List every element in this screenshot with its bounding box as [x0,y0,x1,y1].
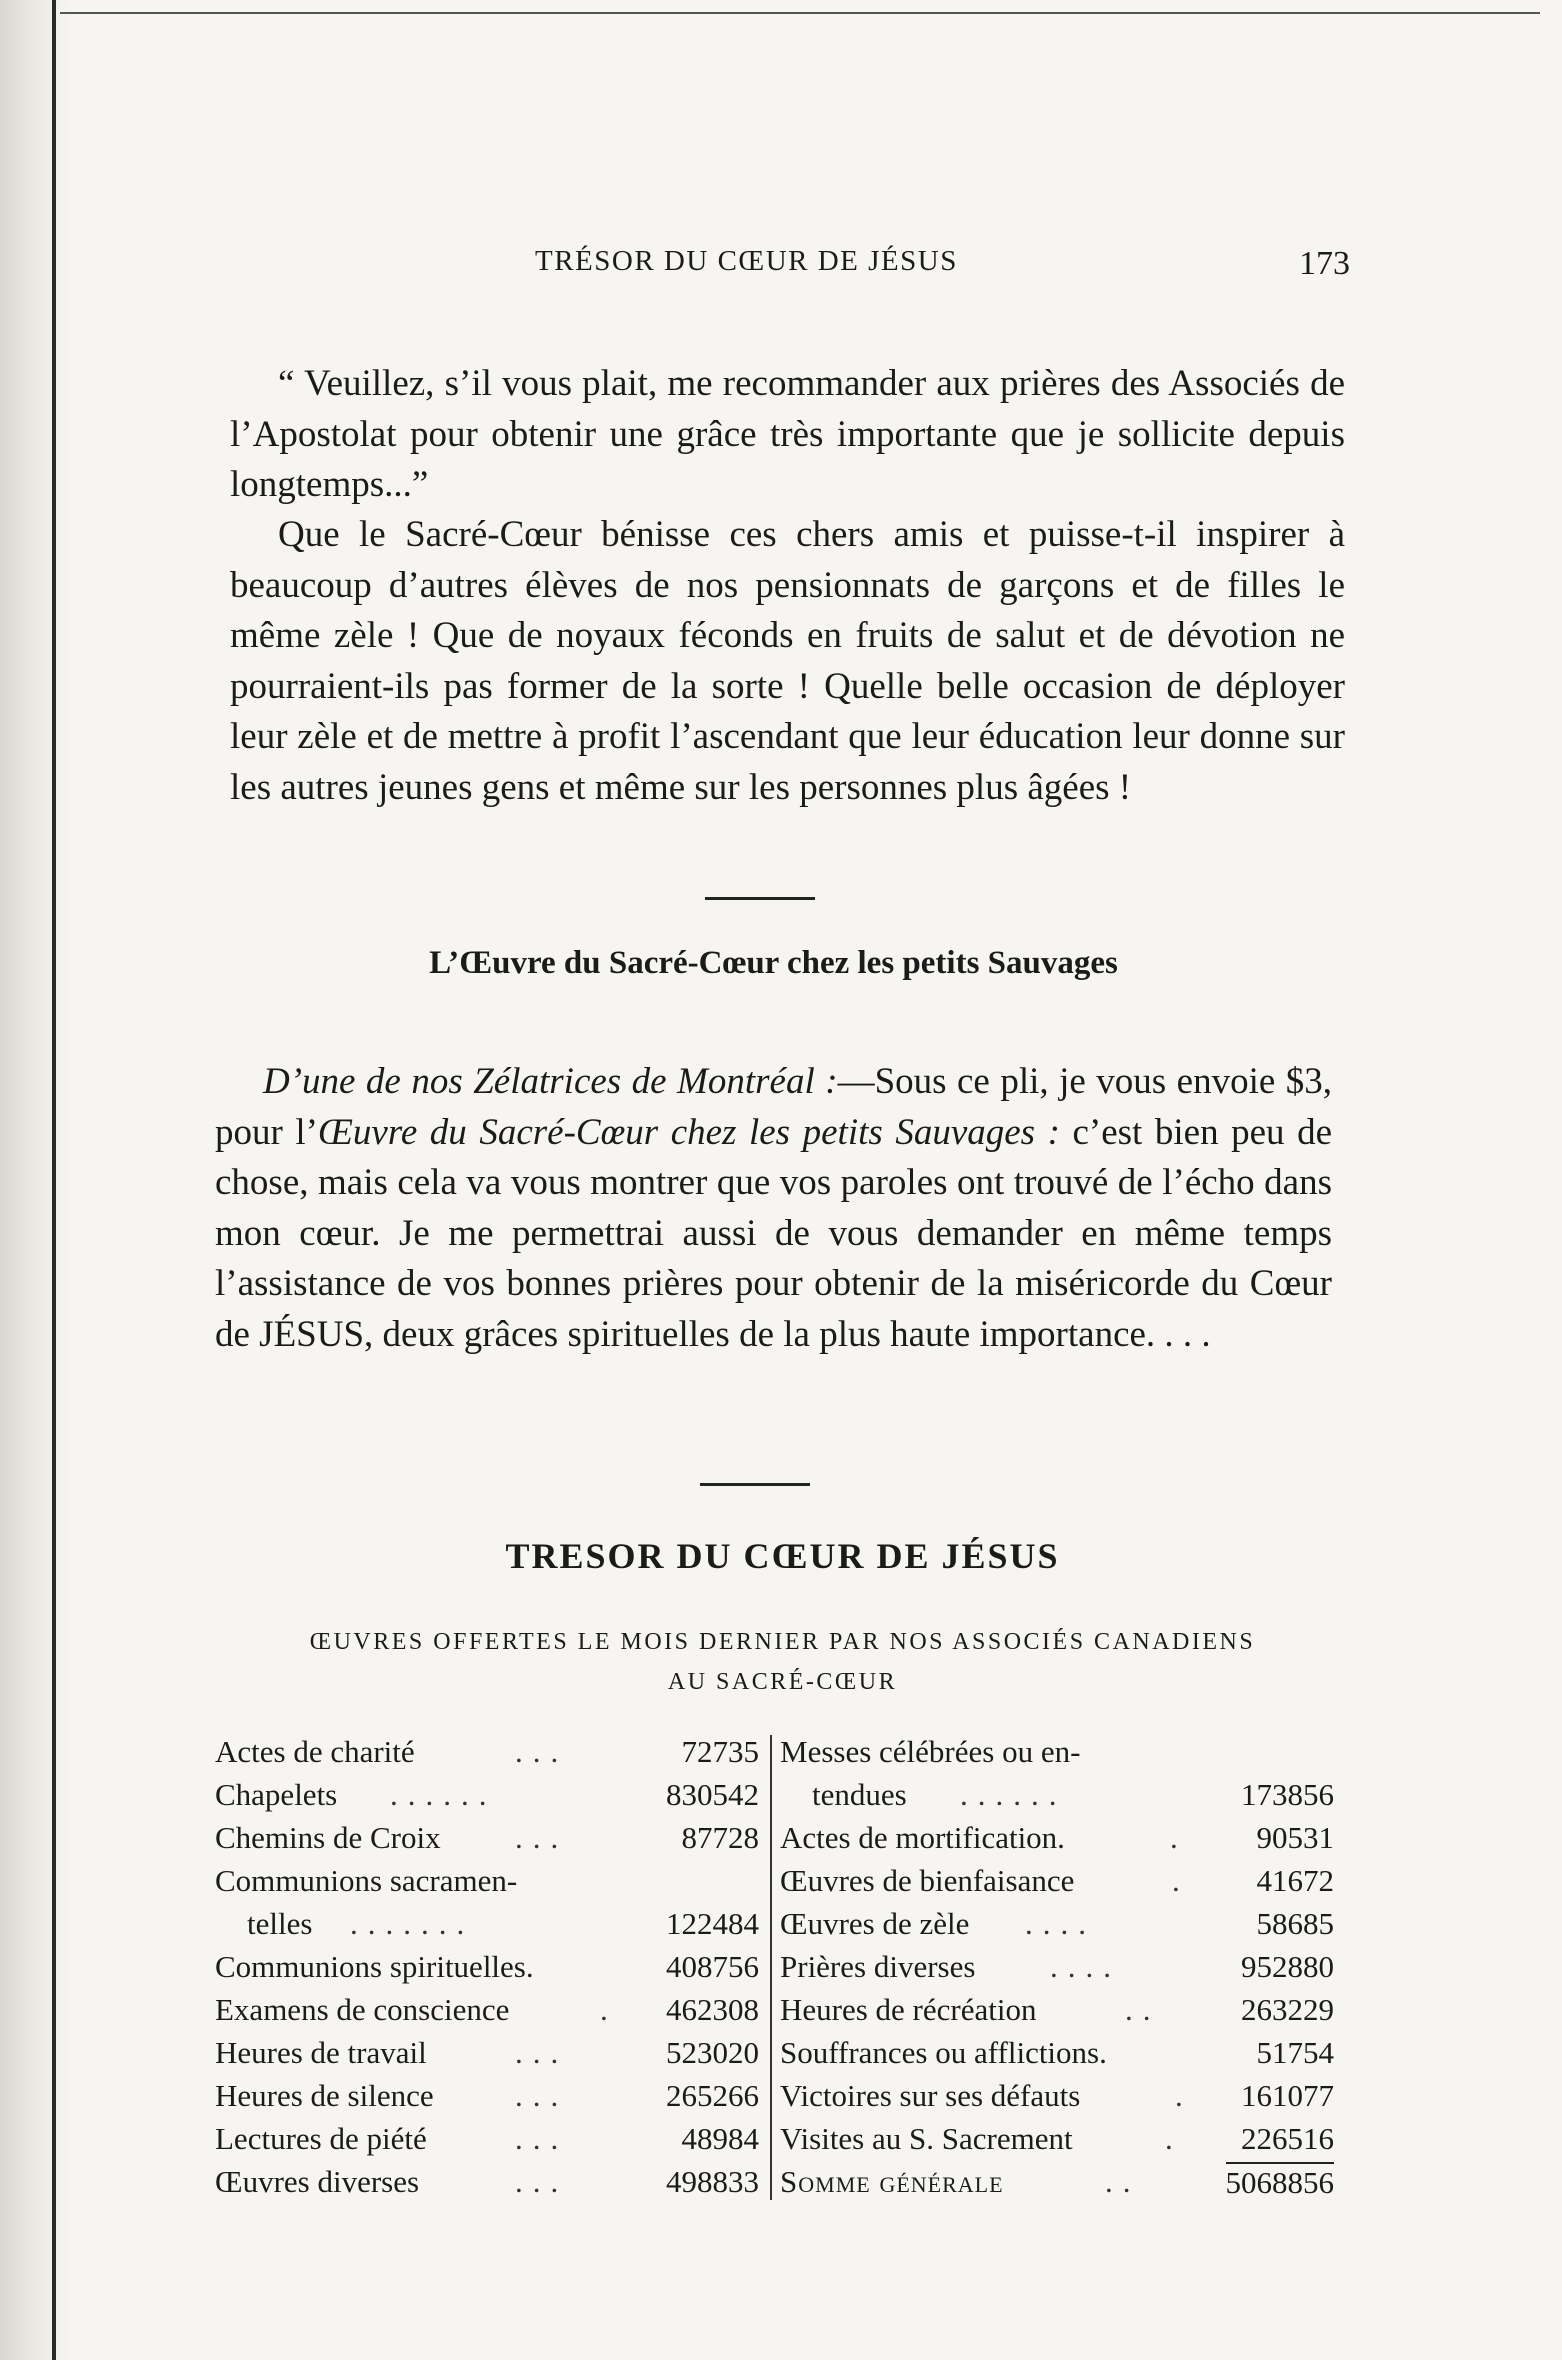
table-row: Actes de mortification. . 90531 [780,1816,1340,1859]
row-label: Somme générale [780,2164,1004,2199]
row-label: Visites au S. Sacrement [780,2121,1073,2156]
row-value: 173856 [1241,1777,1334,1812]
row-value: 498833 [666,2164,759,2199]
row-label: Chapelets [215,1777,338,1812]
table-row [215,1945,765,1988]
row-value: 87728 [681,1820,759,1855]
row-value: 952880 [1241,1949,1334,1984]
row-value: 408756 [666,1949,759,1984]
row-label: Prières diverses [780,1949,976,1984]
row-value: 161077 [1241,2078,1334,2113]
letter-text-b: c’est bien peu de chose, mais cela va vous montrer que vos paroles ont trouvé de l’écho dans mon cœur. Je me permettrai aussi de vous demander en même temps l’assistance de vos bonnes prières pour obtenir de la miséricorde du Cœur de JÉSUS, deux grâces spirituelles de la plus haute importance. . . . [215,1111,1332,1355]
row-value: 263229 [1241,1992,1334,2027]
table-row-total: Somme générale .. 5068856 [780,2160,1340,2203]
row-label: Actes de mortification. [780,1820,1065,1855]
running-head-title: TRÉSOR DU CŒUR DE JÉSUS [535,245,958,277]
scan-top-rule [60,12,1540,14]
section-separator [700,1483,810,1486]
tresor-right-column [780,1730,1340,2203]
row-value: 265266 [666,2078,759,2113]
table-row: Lectures de piété ... 48984 [215,2117,765,2160]
section-separator [705,897,815,900]
table-row [215,1859,765,1902]
row-value: 90531 [1256,1820,1334,1855]
table-row: Chemins de Croix ... 87728 [215,1816,765,1859]
table-row [780,2031,1340,2074]
column-divider [770,1735,772,2200]
row-value: 48984 [681,2121,759,2156]
table-row: Visites au S. Sacrement . 226516 [780,2117,1340,2160]
section-heading: L’Œuvre du Sacré-Cœur chez les petits Sauvages [429,945,1118,981]
row-label: Œuvres de zèle [780,1906,970,1941]
row-label: Actes de charité [215,1734,415,1769]
row-label: tendues [812,1777,907,1812]
table-row: Actes de charité ... 72735 [215,1730,765,1773]
row-label: Communions sacramen- [215,1863,518,1898]
row-value: 523020 [666,2035,759,2070]
row-label: Victoires sur ses défauts [780,2078,1081,2113]
work-title: Œuvre du Sacré-Cœur chez les petits Sauvages : [317,1111,1060,1153]
row-value: 58685 [1256,1906,1334,1941]
letter-text-a: —Sous ce pli, je vous envoie $3, pour l’ [215,1061,1333,1153]
tresor-table [215,1730,1350,2210]
row-value: 122484 [666,1906,759,1941]
scan-binding-line [52,0,56,2360]
table-row: Victoires sur ses défauts . 161077 [780,2074,1340,2117]
table-row: Œuvres de zèle .... 58685 [780,1902,1340,1945]
row-label: Heures de travail [215,2035,427,2070]
row-label: Lectures de piété [215,2121,427,2156]
row-value: 830542 [666,1777,759,1812]
table-row: telles ....... 122484 [215,1902,765,1945]
table-row [780,1730,1340,1773]
scan-edge-shadow [0,0,70,2360]
row-label: Œuvres de bienfaisance [780,1863,1075,1898]
quote-paragraph: “ Veuillez, s’il vous plait, me recommander aux prières des Associés de l’Apostolat pour obtenir une grâce très importante que je sollicite depuis longtemps...” [230,363,1345,505]
row-label: Heures de silence [215,2078,434,2113]
row-label: Souffrances ou afflictions. [780,2035,1107,2070]
row-value: 226516 [1241,2121,1334,2156]
table-row: Heures de récréation .. 263229 [780,1988,1340,2031]
row-value: 51754 [1256,2035,1334,2070]
row-label: Chemins de Croix [215,1820,441,1855]
table-row: Heures de travail ... 523020 [215,2031,765,2074]
table-row: Chapelets ...... 830542 [215,1773,765,1816]
table-row: tendues ...... 173856 [780,1773,1340,1816]
row-value: 41672 [1256,1863,1334,1898]
letter-source: D’une de nos Zélatrices de Montréal : [263,1061,838,1102]
tresor-subheading-line-1: ŒUVRES OFFERTES LE MOIS DERNIER PAR NOS ASSOCIÉS CANADIENS [309,1629,1256,1655]
row-label: Communions spirituelles. [215,1949,534,1984]
table-row: Prières diverses .... 952880 [780,1945,1340,1988]
table-row: Œuvres de bienfaisance . 41672 [780,1859,1340,1902]
tresor-left-column [215,1730,765,2203]
table-row: Œuvres diverses ... 498833 [215,2160,765,2203]
letter-paragraph [215,1057,1332,1360]
table-row: Heures de silence ... 265266 [215,2074,765,2117]
row-value: 72735 [681,1734,759,1769]
row-label: Examens de conscience [215,1992,510,2027]
tresor-subheading-line-2: AU SACRÉ-CŒUR [667,1669,898,1695]
row-label: telles [247,1906,313,1941]
body-paragraph: Que le Sacré-Cœur bénisse ces chers amis et puisse-t-il inspirer à beaucoup d’autres élèves de nos pensionnats de garçons et de filles le même zèle ! Que de noyaux féconds en fruits de salut et de dévotion ne pourraient-ils pas former de la sorte ! Quelle belle occasion de déployer leur zèle et de mettre à profit l’ascendant que leur éducation leur donne sur les autres jeunes gens et même sur les personnes plus âgées ! [230,514,1345,808]
row-label: Œuvres diverses [215,2164,420,2199]
row-value: 462308 [666,1992,759,2027]
tresor-subheading [215,1622,1350,1702]
table-row: Examens de conscience . 462308 [215,1988,765,2031]
page-number: 173 [1299,245,1350,282]
row-label: Heures de récréation [780,1992,1037,2027]
running-head [215,245,1350,295]
tresor-heading: TRESOR DU CŒUR DE JÉSUS [505,1536,1060,1576]
row-value: 5068856 [1226,2162,1335,2202]
row-label: Messes célébrées ou en- [780,1734,1081,1769]
